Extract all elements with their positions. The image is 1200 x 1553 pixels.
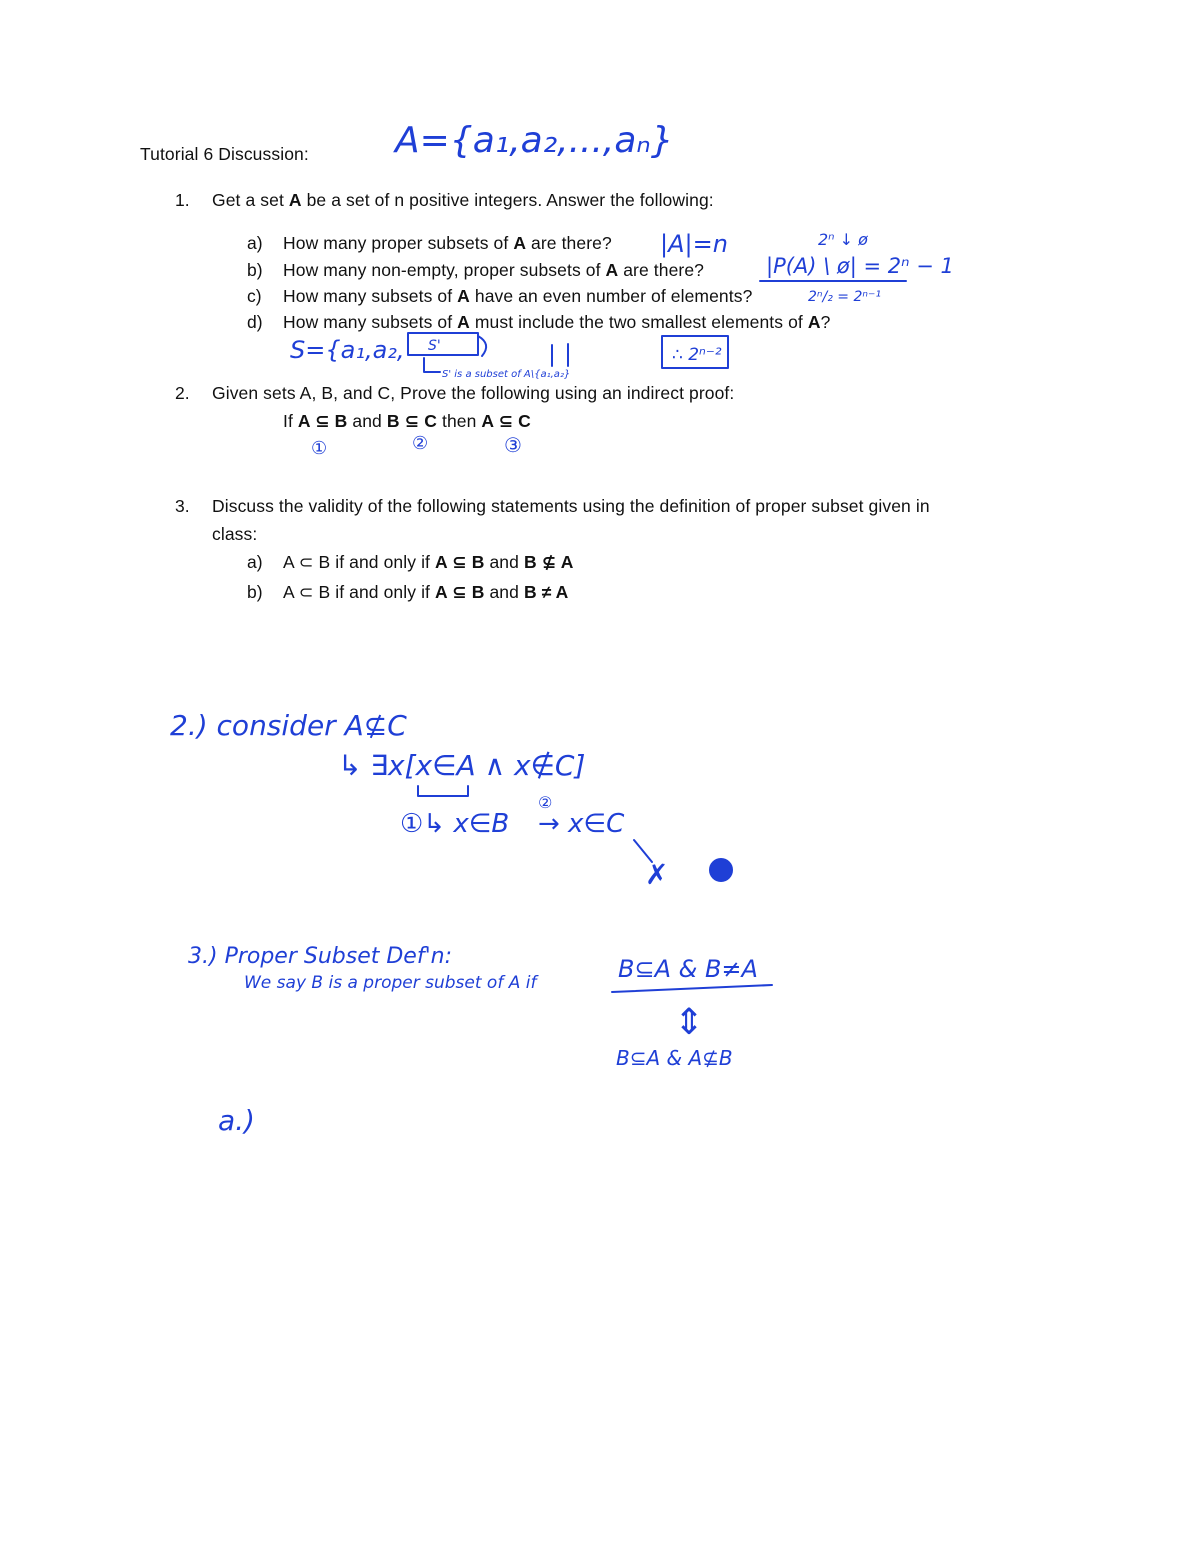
- q2-statement: If A ⊆ B and B ⊆ C then A ⊆ C: [283, 411, 531, 431]
- hw-proof3-a: a.): [218, 1104, 255, 1137]
- hw-proof3-iff: ⇕: [674, 1002, 705, 1043]
- hw-proof3-equiv: B⊆A & A⊈B: [616, 1046, 733, 1070]
- q1b-text: How many non-empty, proper subsets of A are there?: [283, 260, 705, 280]
- hw-powerset-top: 2ⁿ ↓ ø: [818, 230, 868, 249]
- hw-proof2-line1: 2.) consider A⊈C: [170, 709, 407, 742]
- hw-count-box: [662, 336, 728, 368]
- hw-proof2-contradiction: ✗: [645, 858, 669, 891]
- q2-stem: Given sets A, B, and C, Prove the following using an indirect proof:: [212, 383, 735, 403]
- q3-stem-line2: class:: [212, 524, 258, 544]
- q3b-label: b): [247, 582, 263, 602]
- q1-number: 1.: [175, 190, 190, 210]
- hw-proof3-def: B⊆A & B≠A: [618, 955, 758, 983]
- hw-circle-2: ②: [412, 433, 429, 454]
- q1d-text: How many subsets of A must include the two smallest elements of A?: [283, 312, 831, 332]
- hw-proof2-line3b: → x∈C: [538, 809, 625, 839]
- q1c-text: How many subsets of A have an even number of elements?: [283, 286, 753, 306]
- hw-proof2-arrow: [634, 840, 652, 862]
- hw-proof2-line2: ↳ ∃x[x∈A ∧ x∉C]: [338, 749, 586, 782]
- q1b-label: b): [247, 260, 263, 280]
- q3a-text: A ⊂ B if and only if A ⊆ B and B ⊈ A: [283, 552, 574, 572]
- q1c-label: c): [247, 286, 262, 306]
- hw-proof3-line2: We say B is a proper subset of A if: [244, 973, 537, 993]
- hw-set-definition: A={a₁,a₂,...,aₙ}: [395, 120, 674, 161]
- hw-powerset-count: |P(A) \ ø| = 2ⁿ − 1: [766, 254, 954, 278]
- hw-s-arrow: [424, 358, 440, 372]
- hw-proof2-end-mark: [710, 859, 732, 881]
- hw-cardinality: |A|=n: [660, 230, 728, 258]
- hw-brace: [478, 336, 486, 356]
- hw-s-set: S={a₁,a₂,: [290, 336, 405, 364]
- hw-proof2-line3a: ①↳ x∈B: [400, 809, 510, 839]
- q1a-text: How many proper subsets of A are there?: [283, 233, 612, 253]
- page-title: Tutorial 6 Discussion:: [140, 144, 309, 164]
- hw-s-prime-box: [408, 333, 478, 355]
- q2-number: 2.: [175, 383, 190, 403]
- hw-proof2-circle-2: ②: [538, 793, 553, 812]
- hw-proof3-line1: 3.) Proper Subset Def'n:: [188, 944, 452, 969]
- q3a-label: a): [247, 552, 263, 572]
- hw-circle-1: ①: [311, 438, 328, 459]
- hw-circle-3: ③: [504, 433, 522, 457]
- q1-stem: Get a set A be a set of n positive integers. Answer the following:: [212, 190, 714, 210]
- hw-count-result: ∴ 2ⁿ⁻²: [672, 345, 722, 365]
- hw-s-note: S' is a subset of A\{a₁,a₂}: [442, 369, 571, 380]
- hw-proof3-underline: [612, 985, 772, 992]
- hw-down-marks: [552, 344, 568, 366]
- hw-even-count: 2ⁿ/₂ = 2ⁿ⁻¹: [808, 289, 881, 305]
- hw-s-prime: S': [428, 338, 441, 354]
- q1d-label: d): [247, 312, 263, 332]
- hw-proof2-underline: [418, 786, 468, 796]
- q3-stem-line1: Discuss the validity of the following statements using the definition of proper subset given in: [212, 496, 930, 516]
- q3-number: 3.: [175, 496, 190, 516]
- q1a-label: a): [247, 233, 263, 253]
- q3b-text: A ⊂ B if and only if A ⊆ B and B ≠ A: [283, 582, 569, 602]
